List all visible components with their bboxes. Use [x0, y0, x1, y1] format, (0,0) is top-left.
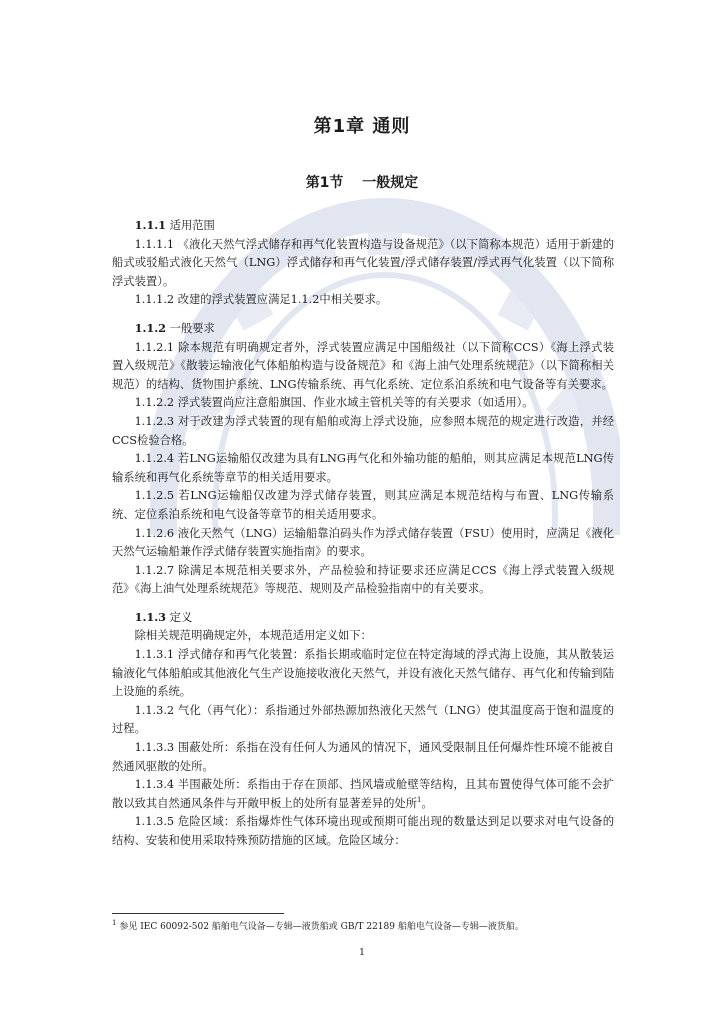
footnote-divider	[112, 913, 284, 914]
clause-paragraph: 1.1.2.5 若LNG运输船仅改建为浮式储存装置，则其应满足本规范结构与布置、LNG传输系统、定位系泊系统和电气设备等章节的相关适用要求。	[112, 489, 614, 521]
clause-paragraph: 1.1.2.6 液化天然气（LNG）运输船靠泊码头作为浮式储存装置（FSU）使用时，应满足《液化天然气运输船兼作浮式储存装置实施指南》的要求。	[112, 526, 614, 559]
clause-paragraph: 1.1.2.2 浮式装置尚应注意船旗国、作业水域主管机关等的有关要求（如适用）。	[134, 396, 534, 410]
clause-paragraph: 1.1.3.5 危险区域：系指爆炸性气体环境出现或预期可能出现的数量达到足以要求对电气设备的结构、安装和使用采取特殊预防措施的区域。危险区域分：	[112, 815, 614, 847]
body-text	[112, 216, 614, 851]
clause-paragraph: 1.1.1.1 《液化天然气浮式储存和再气化装置构造与设备规范》（以下简称本规范）适用于新建的船式或驳船式液化天然气（LNG）浮式储存和再气化装置/浮式储存装置/浮式再气化装置（以下简称浮式装置）。	[112, 237, 614, 288]
clause-paragraph: 1.1.2.7 除满足本规范相关要求外，产品检验和持证要求还应满足CCS《海上浮式装置入级规范》《海上油气处理系统规范》等规范、规则及产品检验指南中的有关要求。	[112, 563, 614, 596]
clause-paragraph: 1.1.3.4 半围蔽处所：系指由于存在顶部、挡风墙或舱壁等结构，且其布置使得气体可能不会扩散以致其自然通风条件与开敞甲板上的处所有显著差异的处所$^1$。	[112, 778, 614, 810]
clause-paragraph: 1.1.3.3 围蔽处所：系指在没有任何人为通风的情况下，通风受限制且任何爆炸性环境不能被自然通风驱散的处所。	[112, 741, 614, 773]
clause-paragraph: 1.1.2.3 对于改建为浮式装置的现有船舶或海上浮式设施，应参照本规范的规定进行改造，并经CCS检验合格。	[112, 414, 614, 447]
clause-paragraph: 1.1.2.4 若LNG运输船仅改建为具有LNG再气化和外输功能的船舶，则其应满足本规范LNG传输系统和再气化系统等章节的相关适用要求。	[112, 452, 614, 484]
clause-paragraph: 1.1.1.2 改建的浮式装置应满足1.1.2中相关要求。	[134, 293, 388, 307]
clause-intro: 除相关规范明确规定外，本规范适用定义如下：	[134, 629, 372, 643]
page-number: 1	[358, 947, 366, 958]
clause-paragraph: 1.1.3.1 浮式储存和再气化装置：系指长期或临时定位在特定海域的浮式海上设施，其从散装运输液化气体船舶或其他液化气生产设施接收液化天然气，并设有液化天然气储存、再气化和传输到陆上设施的系统。	[112, 648, 614, 699]
footnote-ref[interactable]: 1	[417, 796, 422, 805]
clause-heading: 1.1.1 适用范围	[134, 218, 215, 232]
clause-heading: 1.1.2 一般要求	[134, 320, 215, 335]
clause-paragraph: 1.1.2.1 除本规范有明确规定者外，浮式装置应满足中国船级社（以下简称CCS）《海上浮式装置入级规范》《散装运输液化气体船舶构造与设备规范》和《海上油气处理系统规范》（以下简称相关规范）的结构、货物围护系统、LNG传输系统、再气化系统、定位系泊系统和电气设备等有关要求。	[112, 340, 614, 391]
footnote-mark: 1	[112, 919, 117, 927]
chapter-title: 第1章 通则	[313, 116, 411, 137]
section-title: 第1节 一般规定	[305, 175, 419, 191]
clause-paragraph: 1.1.3.2 气化（再气化）：系指通过外部热源加热液化天然气（LNG）使其温度高于饱和温度的过程。	[112, 703, 614, 736]
footnote-text: 参见 IEC 60092-502 船舶电气设备—专辑—液货船或 GB/T 22189 船舶电气设备—专辑—液货船。	[119, 922, 524, 932]
clause-heading: 1.1.3 定义	[134, 609, 193, 624]
footnote	[112, 921, 614, 933]
